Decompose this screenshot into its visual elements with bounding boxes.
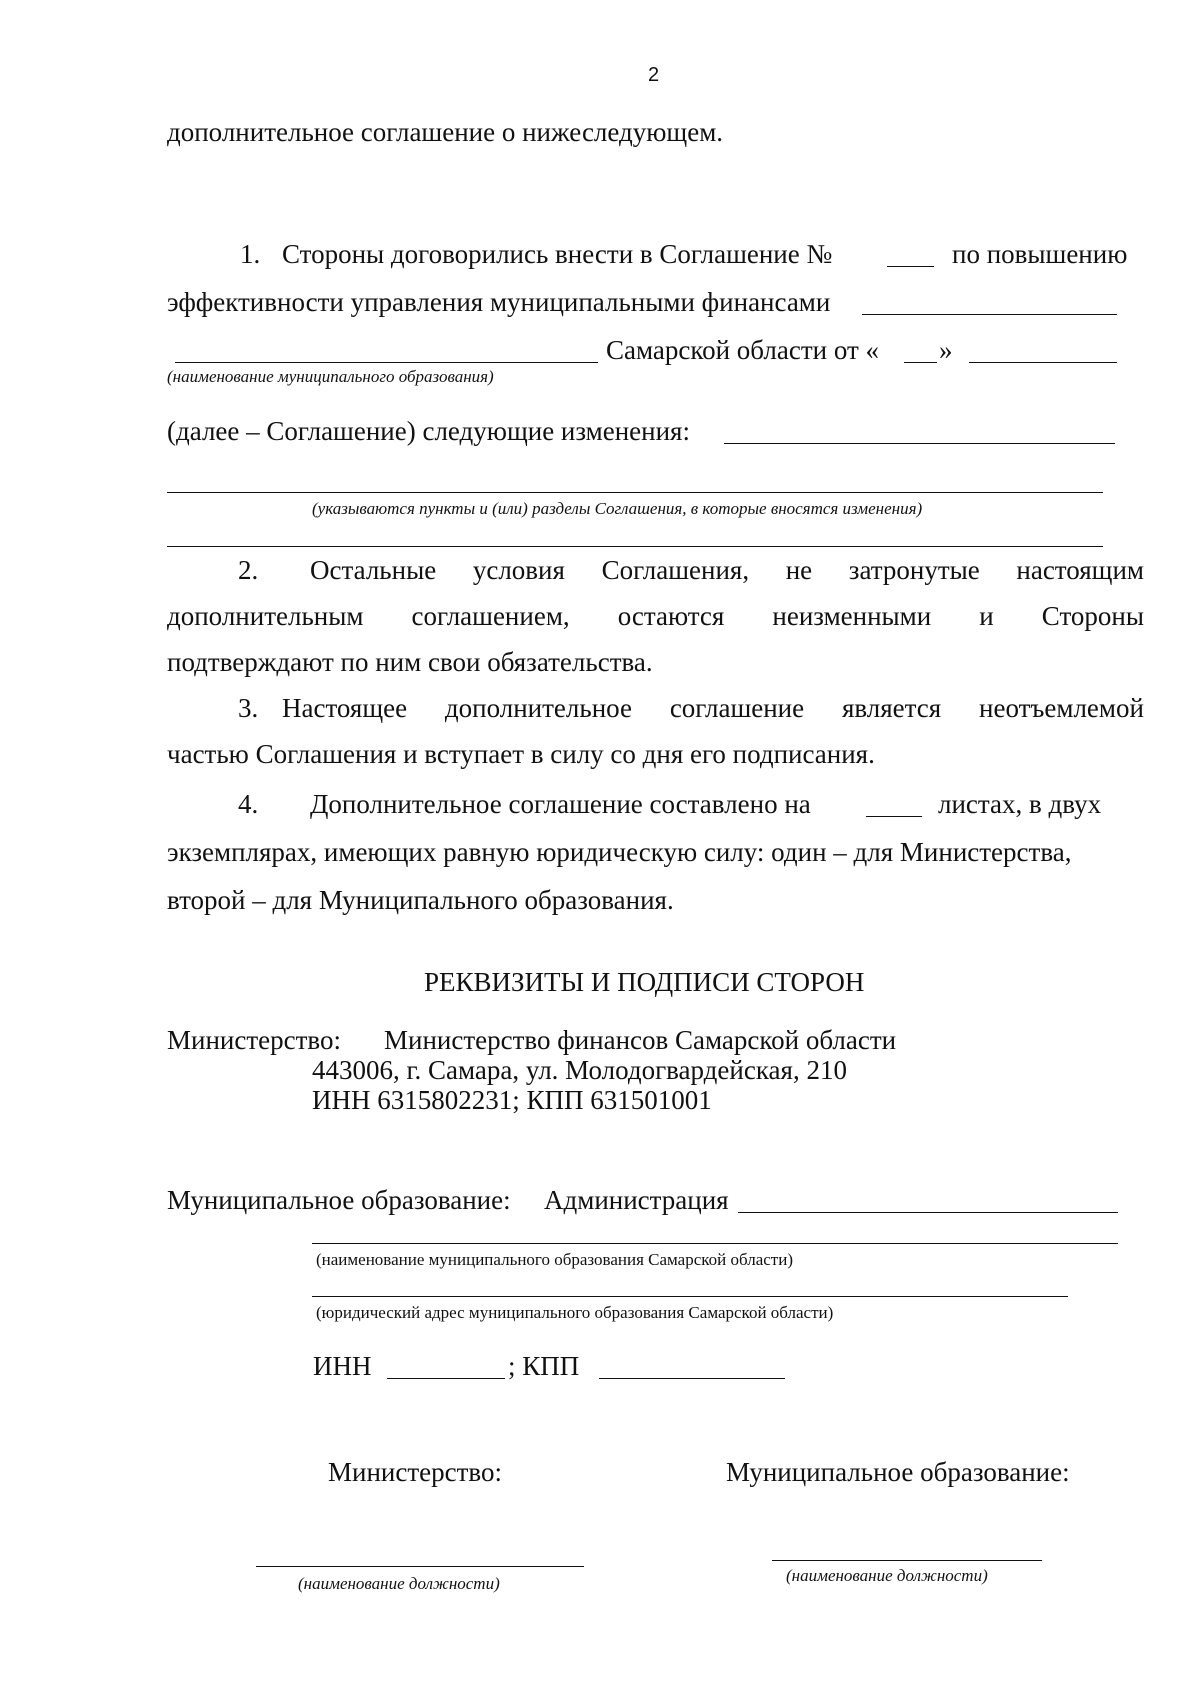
intro-text: дополнительное соглашение о нижеследующем.: [167, 117, 724, 147]
municipality-admin: Администрация: [544, 1185, 729, 1215]
item2-number: 2.: [238, 555, 259, 585]
municipality-position-line: [772, 1560, 1042, 1561]
ministry-position-line: [256, 1566, 584, 1567]
item4-line1-a: Дополнительное соглашение составлено на: [310, 789, 811, 819]
item2-word: не: [785, 555, 813, 585]
item2-word: условия: [472, 555, 565, 585]
municipality-name-blank-2: [312, 1243, 1118, 1244]
municipality-name-blank: [175, 362, 598, 363]
changes-blank: [724, 443, 1115, 444]
item3-line1: [282, 692, 1144, 724]
ministry-tax-ids: ИНН 6315802231; КПП 631501001: [312, 1085, 712, 1115]
item3-word: дополнительное: [444, 693, 632, 723]
changes-blank-3: [167, 546, 1103, 547]
kpp-blank: [599, 1378, 785, 1379]
caption-mun-address: (юридический адрес муниципального образования Самарской области): [316, 1303, 834, 1322]
item2-word: Соглашения,: [601, 555, 750, 585]
municipality-address-blank: [312, 1296, 1068, 1297]
administration-blank: [738, 1212, 1118, 1213]
agreement-number-blank: [887, 266, 934, 267]
finances-blank: [862, 314, 1117, 315]
ministry-address: 443006, г. Самара, ул. Молодогвардейская, 210: [312, 1055, 847, 1085]
kpp-label: ; КПП: [508, 1351, 580, 1381]
requisites-heading: РЕКВИЗИТЫ И ПОДПИСИ СТОРОН: [424, 967, 865, 997]
inn-blank: [387, 1378, 505, 1379]
item1-line4: (далее – Соглашение) следующие изменения:: [167, 416, 690, 446]
signature-municipality-label: Муниципальное образование:: [726, 1457, 1070, 1487]
caption-mun-name: (наименование муниципального образования Самарской области): [316, 1250, 793, 1269]
item3-word: неотъемлемой: [979, 693, 1144, 723]
item2-word: затронутые: [848, 555, 980, 585]
item2-line3: подтверждают по ним свои обязательства.: [167, 647, 653, 677]
page-number: 2: [648, 64, 660, 86]
date-month-blank: [969, 362, 1117, 363]
caption-changes: (указываются пункты и (или) разделы Соглашения, в которые вносятся изменения): [312, 499, 923, 518]
ministry-name: Министерство финансов Самарской области: [384, 1025, 897, 1055]
item3-word: соглашение: [669, 693, 805, 723]
item2-line2: [167, 600, 1144, 632]
sheets-count-blank: [866, 816, 922, 817]
item4-line1-b: листах, в двух: [938, 789, 1102, 819]
item2-word: Стороны: [1041, 601, 1144, 631]
caption-position-left: (наименование должности): [298, 1574, 500, 1593]
item2-word: неизменными: [772, 601, 932, 631]
item3-word: Настоящее: [282, 693, 408, 723]
caption-position-right: (наименование должности): [786, 1566, 988, 1585]
changes-blank-2: [167, 492, 1103, 493]
item1-number: 1.: [240, 239, 261, 269]
inn-label: ИНН: [313, 1351, 372, 1381]
signature-ministry-label: Министерство:: [328, 1457, 502, 1487]
item1-line2: эффективности управления муниципальными финансами: [167, 287, 831, 317]
ministry-label: Министерство:: [167, 1025, 341, 1055]
item2-word: настоящим: [1016, 555, 1144, 585]
item1-line1-a: Стороны договорились внести в Соглашение №: [282, 239, 833, 269]
item2-word: остаются: [617, 601, 725, 631]
item2-line1: [310, 554, 1144, 586]
item2-word: дополнительным: [167, 601, 364, 631]
item4-line3: второй – для Муниципального образования.: [167, 885, 674, 915]
date-day-blank: [904, 362, 937, 363]
item4-number: 4.: [238, 789, 259, 819]
item3-word: является: [841, 693, 942, 723]
municipality-label: Муниципальное образование:: [167, 1185, 511, 1215]
item2-word: соглашением,: [411, 601, 570, 631]
item4-line2: экземплярах, имеющих равную юридическую силу: один – для Министерства,: [167, 837, 1072, 867]
item1-line1-b: по повышению: [952, 239, 1128, 269]
item1-line3-b: »: [939, 335, 953, 365]
item2-word: Остальные: [310, 555, 437, 585]
caption-municipality: (наименование муниципального образования): [167, 367, 494, 386]
item2-word: и: [979, 601, 994, 631]
item1-line3-a: Самарской области от «: [606, 335, 880, 365]
item3-line2: частью Соглашения и вступает в силу со дня его подписания.: [167, 739, 875, 769]
item3-number: 3.: [238, 693, 259, 723]
